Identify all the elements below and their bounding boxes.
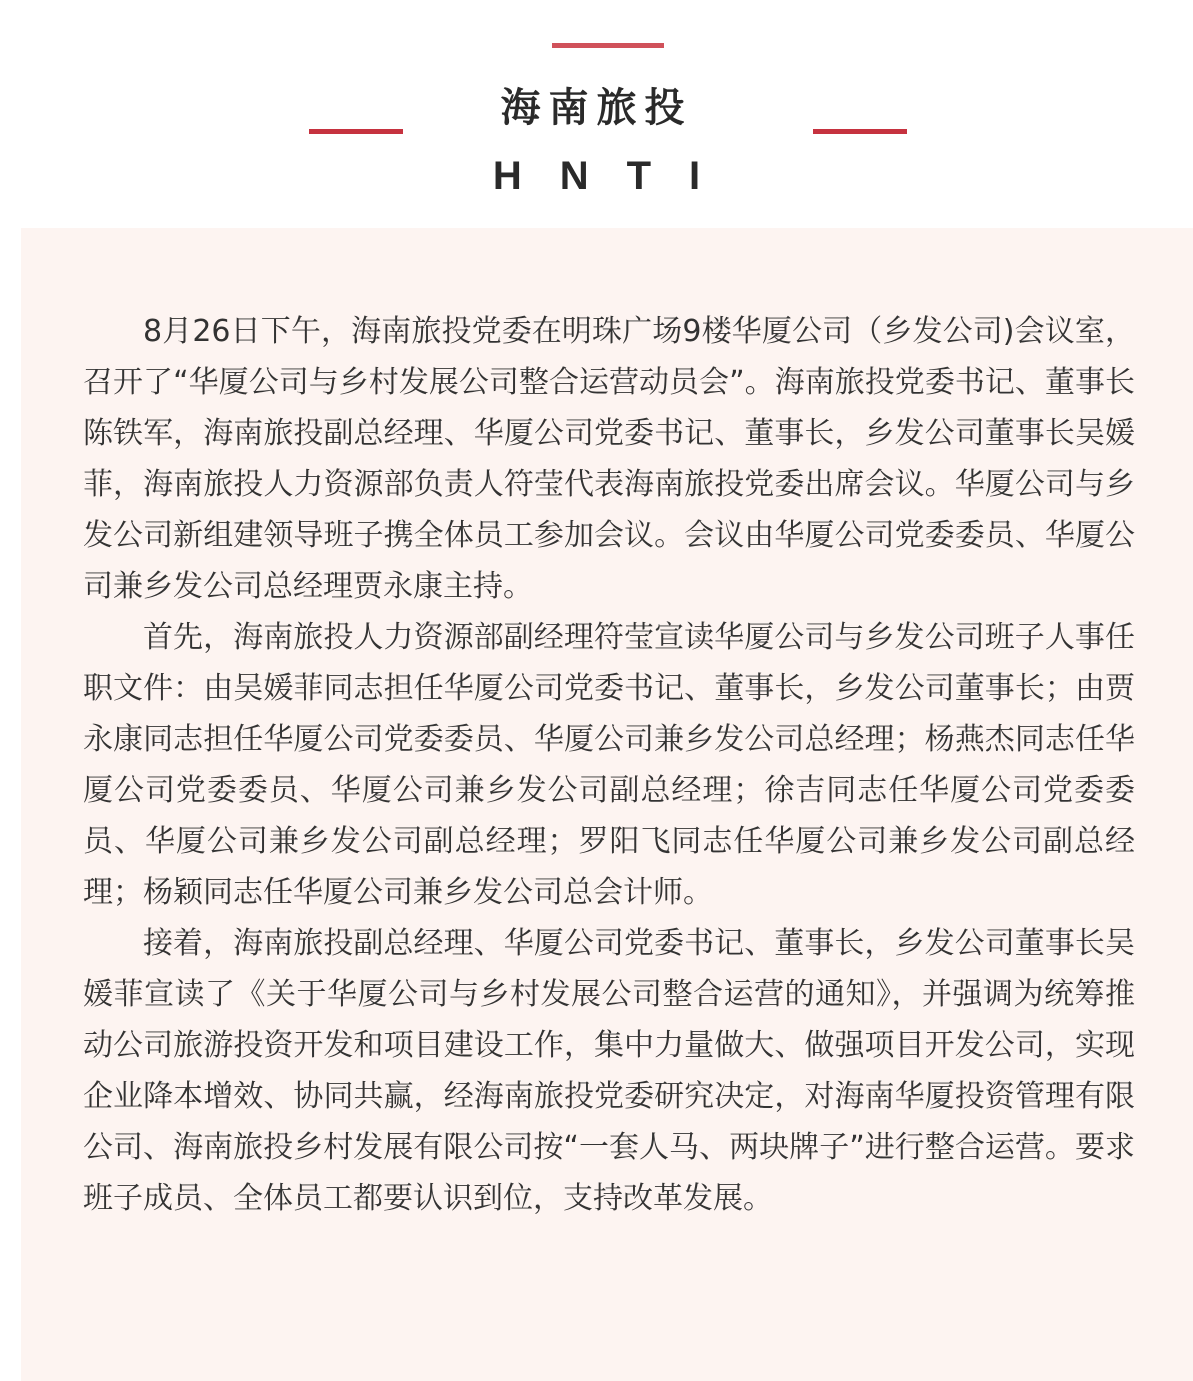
article-panel xyxy=(21,228,1193,1381)
paragraph-2: 首先，海南旅投人力资源部副经理符莹宣读华厦公司与乡发公司班子人事任职文件：由吴媛菲同志担任华厦公司党委书记、董事长，乡发公司董事长；由贾永康同志担任华厦公司党委委员、华厦公司兼乡发公司总经理；杨燕杰同志任华厦公司党委委员、华厦公司兼乡发公司副总经理；徐吉同志任华厦公司党委委员、华厦公司兼乡发公司副总经理；罗阳飞同志任华厦公司兼乡发公司副总经理；杨颖同志任华厦公司兼乡发公司总会计师。 xyxy=(83,620,1135,910)
paragraph-3: 接着，海南旅投副总经理、华厦公司党委书记、董事长，乡发公司董事长吴媛菲宣读了《关于华厦公司与乡村发展公司整合运营的通知》，并强调为统筹推动公司旅游投资开发和项目建设工作，集中力量做大、做强项目开发公司，实现企业降本增效、协同共赢，经海南旅投党委研究决定，对海南华厦投资管理有限公司、海南旅投乡村发展有限公司按“一套人马、两块牌子”进行整合运营。要求班子成员、全体员工都要认识到位，支持改革发展。 xyxy=(83,926,1135,1216)
article-body xyxy=(83,306,1135,1224)
page-subtitle: HNTI xyxy=(492,154,739,198)
article-header xyxy=(0,0,1193,228)
top-accent-bar xyxy=(552,43,664,48)
paragraph-1: 8月26日下午，海南旅投党委在明珠广场9楼华厦公司（乡发公司)会议室，召开了“华厦公司与乡村发展公司整合运营动员会”。海南旅投党委书记、董事长陈铁军，海南旅投副总经理、华厦公司党委书记、董事长，乡发公司董事长吴媛菲，海南旅投人力资源部负责人符莹代表海南旅投党委出席会议。华厦公司与乡发公司新组建领导班子携全体员工参加会议。会议由华厦公司党委委员、华厦公司兼乡发公司总经理贾永康主持。 xyxy=(83,314,1135,604)
page-title: 海南旅投 xyxy=(500,85,693,131)
